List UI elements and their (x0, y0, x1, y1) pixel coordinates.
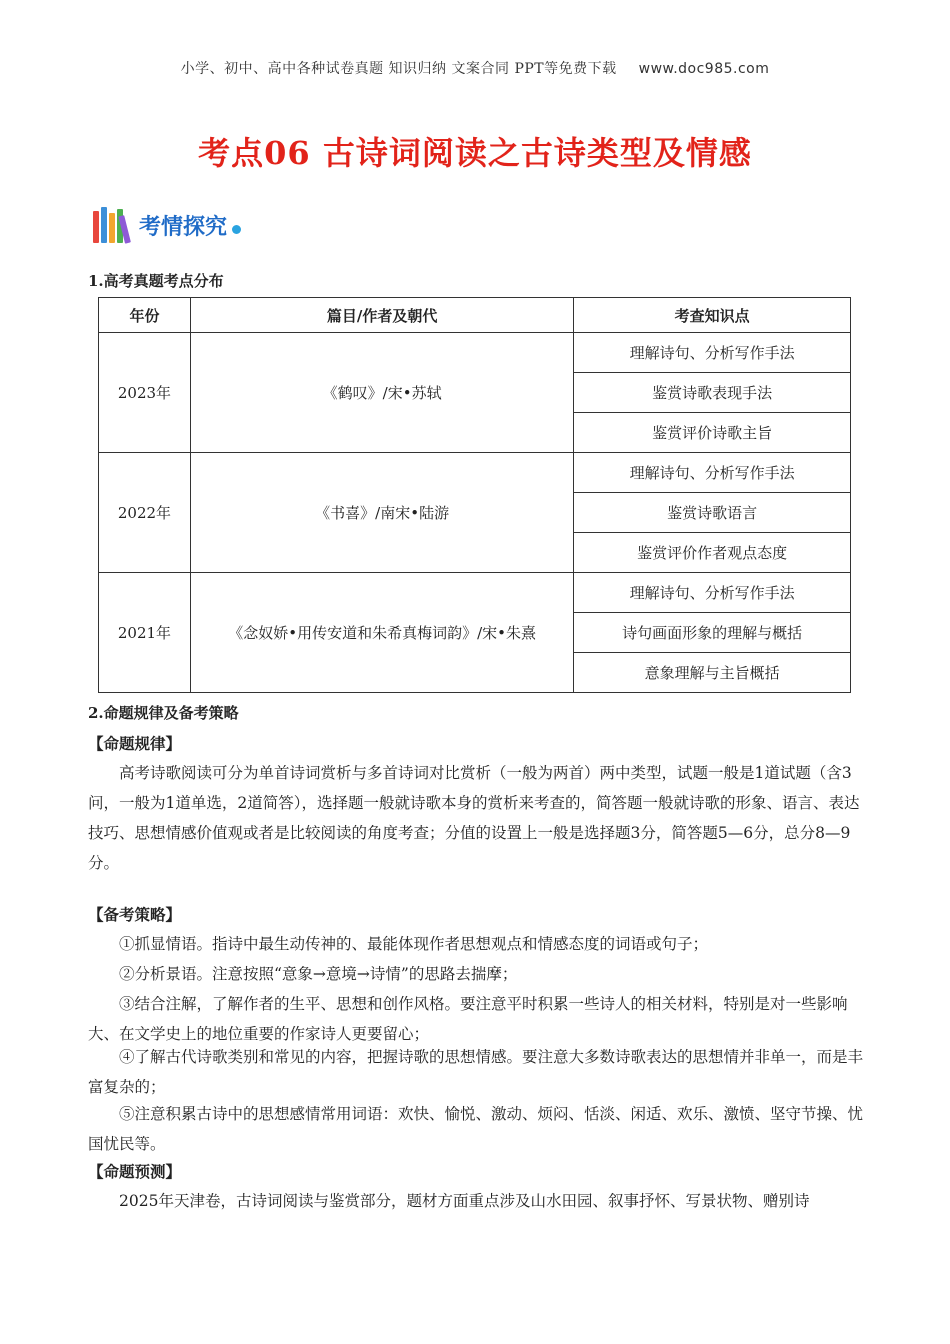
table-header-row (99, 298, 851, 333)
work-cell: 《念奴娇•用传安道和朱希真梅词韵》/宋•朱熹 (190, 573, 573, 693)
point-cell: 鉴赏评价作者观点态度 (574, 533, 851, 573)
table-row (99, 333, 851, 373)
dot-icon (232, 225, 241, 234)
forecast-text: 2025年天津卷，古诗词阅读与鉴赏部分，题材方面重点涉及山水田园、叙事抒怀、写景状物、赠别诗 (119, 1192, 810, 1210)
point-cell: 诗句画面形象的理解与概括 (574, 613, 851, 653)
strategy-item: ④了解古代诗歌类别和常见的内容，把握诗歌的思想情感。要注意大多数诗歌表达的思想情并非单一，而是丰富复杂的； (88, 1048, 864, 1096)
page-title: 考点06 古诗词阅读之古诗类型及情感 (198, 134, 752, 172)
header-site[interactable]: www.doc985.com (638, 61, 770, 77)
table-header: 考查知识点 (574, 298, 851, 333)
strategy-title: 【备考策略】 (88, 905, 182, 924)
table-row (99, 573, 851, 613)
point-cell: 鉴赏评价诗歌主旨 (574, 413, 851, 453)
year-cell: 2022年 (99, 453, 191, 573)
strategy-item: ②分析景语。注意按照“意象→意境→诗情”的思路去揣摩； (119, 965, 518, 983)
section1-heading: 1.高考真题考点分布 (88, 272, 224, 290)
table-header: 篇目/作者及朝代 (190, 298, 573, 333)
point-cell: 鉴赏诗歌语言 (574, 493, 851, 533)
strategy-item: ①抓显情语。指诗中最生动传神的、最能体现作者思想观点和情感态度的词语或句子； (119, 935, 709, 953)
work-cell: 《鹤叹》/宋•苏轼 (190, 333, 573, 453)
forecast-title: 【命题预测】 (88, 1162, 182, 1181)
point-cell: 理解诗句、分析写作手法 (574, 453, 851, 493)
point-cell: 理解诗句、分析写作手法 (574, 573, 851, 613)
point-cell: 意象理解与主旨概括 (574, 653, 851, 693)
strategy-item: ③结合注解，了解作者的生平、思想和创作风格。要注意平时积累一些诗人的相关材料，特别是对一些影响大、在文学史上的地位重要的作家诗人更要留心； (88, 995, 848, 1043)
badge-label: 考情探究 (139, 214, 228, 240)
rule-text: 高考诗歌阅读可分为单首诗词赏析与多首诗词对比赏析（一般为两首）两中类型，试题一般是1道试题（含3问，一般为1道单选，2道简答），选择题一般就诗歌本身的赏析来考查的，简答题一般就诗歌的形象、语言、表达技巧、思想情感价值观或者是比较阅读的角度考查；分值的设置上一般是选择题3分，简答题5—6分，总分8—9分。 (88, 764, 860, 872)
rule-title: 【命题规律】 (88, 734, 182, 753)
work-cell: 《书喜》/南宋•陆游 (190, 453, 573, 573)
section-badge (93, 205, 241, 245)
books-icon (93, 207, 131, 243)
year-cell: 2023年 (99, 333, 191, 453)
strategy-item: ⑤注意积累古诗中的思想感情常用词语：欢快、愉悦、激动、烦闷、恬淡、闲适、欢乐、激愤、坚守节操、忧国忧民等。 (88, 1105, 864, 1153)
point-cell: 理解诗句、分析写作手法 (574, 333, 851, 373)
page-header (0, 58, 950, 78)
point-cell: 鉴赏诗歌表现手法 (574, 373, 851, 413)
header-text: 小学、初中、高中各种试卷真题 知识归纳 文案合同 PPT等免费下载 (180, 61, 617, 77)
year-cell: 2021年 (99, 573, 191, 693)
table-row (99, 453, 851, 493)
exam-table (98, 297, 851, 693)
section2-heading: 2.命题规律及备考策略 (88, 704, 239, 722)
table-header: 年份 (99, 298, 191, 333)
